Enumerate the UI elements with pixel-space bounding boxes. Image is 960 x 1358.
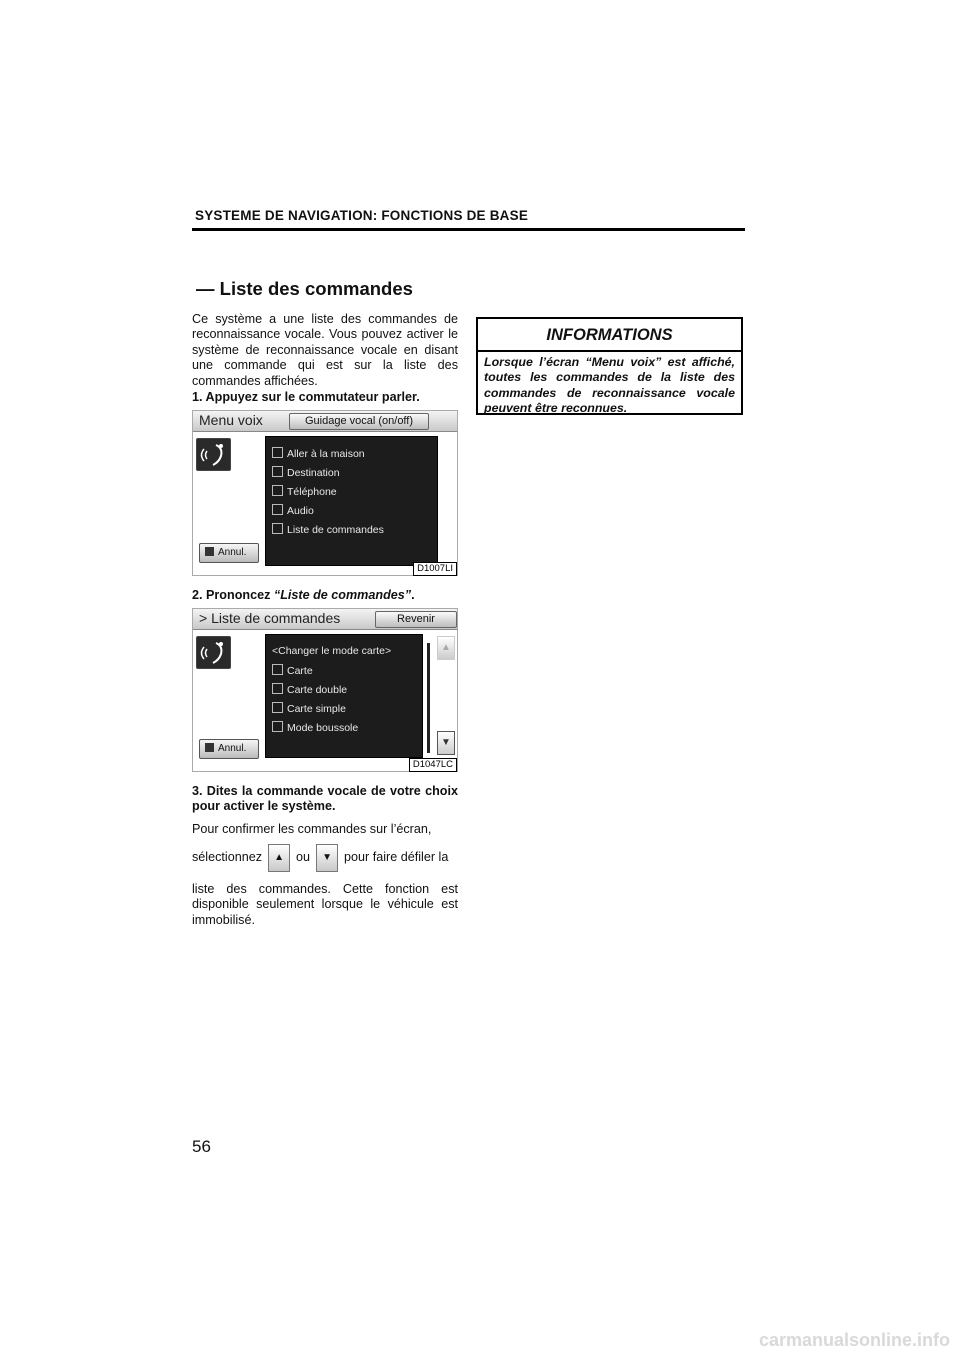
- paragraph-scroll: liste des commandes. Cette fonction est disponible seulement lorsque le véhicule est immobilisé.: [192, 882, 458, 927]
- voice-mic-icon: [196, 636, 231, 669]
- scroll-down-icon: ▼: [316, 844, 338, 872]
- screenshot-liste-commandes: [192, 608, 458, 772]
- scroll-up-button[interactable]: ▲: [437, 636, 455, 660]
- list-item[interactable]: Aller à la maison: [272, 447, 365, 460]
- scrollbar-track[interactable]: [427, 643, 430, 753]
- list-item[interactable]: Mode boussole: [272, 721, 358, 734]
- scroll-down-button[interactable]: ▼: [437, 731, 455, 755]
- voice-mic-icon: [196, 438, 231, 471]
- step-1: 1. Appuyez sur le commutateur parler.: [192, 390, 420, 404]
- screen-title: > Liste de commandes: [199, 610, 341, 626]
- paragraph-confirm: Pour confirmer les commandes sur l’écran,: [192, 822, 432, 836]
- section-title: — Liste des commandes: [196, 278, 413, 299]
- screen-titlebar: [193, 411, 457, 432]
- page-header: SYSTEME DE NAVIGATION: FONCTIONS DE BASE: [195, 208, 529, 223]
- scroll-up-icon: ▲: [268, 844, 290, 872]
- list-item[interactable]: Liste de commandes: [272, 523, 384, 536]
- step-2: 2. Prononcez “Liste de commandes”.: [192, 588, 415, 602]
- figure-code: D1007LI: [413, 562, 457, 576]
- figure-code: D1047LC: [409, 758, 457, 772]
- intro-paragraph: Ce système a une liste des commandes de reconnaissance vocale. Vous pouvez activer le système de reconnaissance vocale en disant une commande qui est sur la liste des commandes affichées.: [192, 312, 458, 388]
- list-item[interactable]: Carte simple: [272, 702, 346, 715]
- info-rule: [478, 350, 741, 352]
- cancel-icon: [205, 547, 214, 556]
- list-item[interactable]: Téléphone: [272, 485, 337, 498]
- header-rule: [192, 228, 745, 231]
- screen-titlebar: [193, 609, 457, 630]
- page-number: 56: [192, 1137, 211, 1156]
- step-3: 3. Dites la commande vocale de votre choix pour activer le système.: [192, 784, 458, 814]
- list-item[interactable]: Carte: [272, 664, 313, 677]
- cancel-button[interactable]: Annul.: [199, 739, 259, 759]
- list-item[interactable]: Destination: [272, 466, 340, 479]
- revenir-button[interactable]: Revenir: [375, 611, 457, 628]
- cancel-icon: [205, 743, 214, 752]
- screen-title: Menu voix: [199, 412, 263, 428]
- list-header: <Changer le mode carte>: [272, 645, 392, 657]
- guidage-vocal-button[interactable]: Guidage vocal (on/off): [289, 413, 429, 430]
- info-text: Lorsque l’écran “Menu voix” est affiché, toutes les commandes de la liste des commandes de reconnaissance vocale peuvent être reconnues.: [484, 355, 735, 416]
- info-box: [476, 317, 743, 415]
- list-item[interactable]: Audio: [272, 504, 314, 517]
- command-panel: [265, 634, 423, 758]
- screenshot-menu-voix: [192, 410, 458, 576]
- list-item[interactable]: Carte double: [272, 683, 347, 696]
- command-panel: [265, 436, 438, 566]
- watermark: carmanualsonline.info: [758, 1330, 950, 1350]
- cancel-button[interactable]: Annul.: [199, 543, 259, 563]
- info-title: INFORMATIONS: [546, 326, 673, 344]
- paragraph-select-line: sélectionnez ▲ ou ▼ pour faire défiler la: [192, 842, 458, 872]
